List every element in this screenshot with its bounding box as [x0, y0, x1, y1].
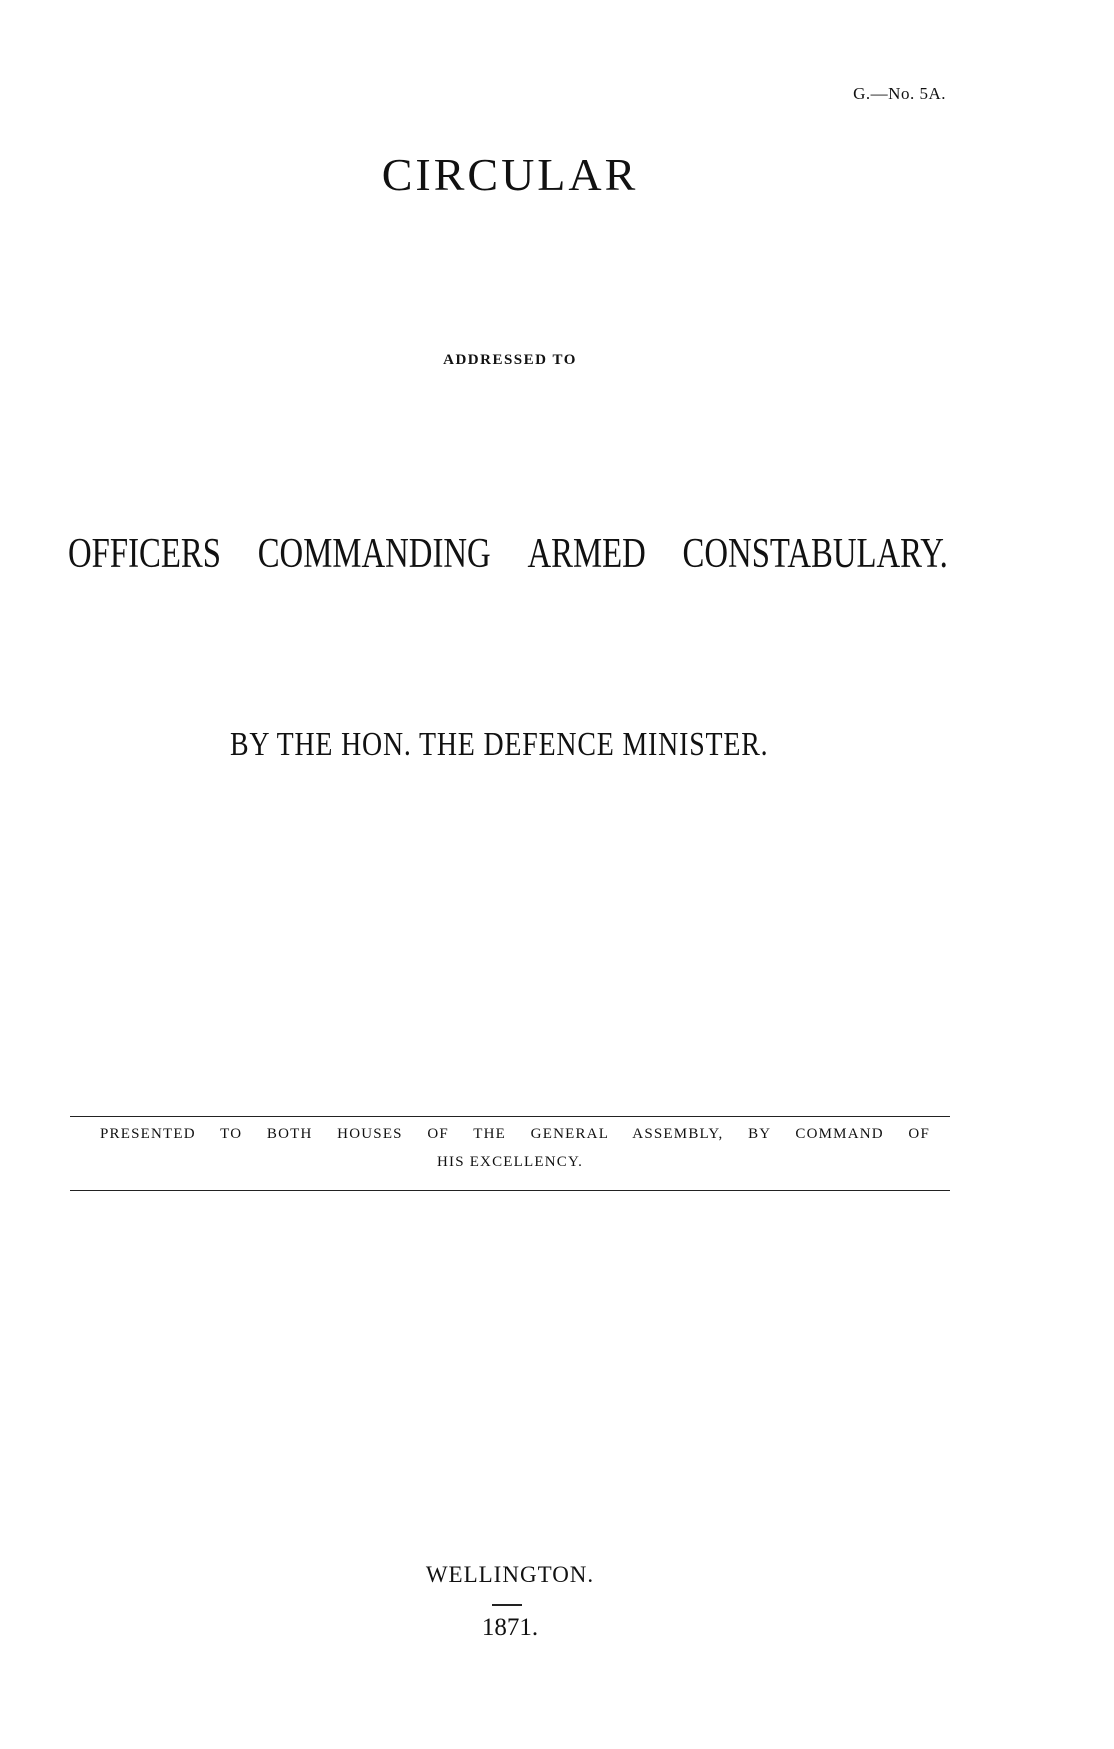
presentation-line-1: PRESENTED TO BOTH HOUSES OF THE GENERAL ASSEMBLY, BY COMMAND OF — [100, 1126, 930, 1142]
imprint-city: WELLINGTON. — [425, 1562, 595, 1587]
recipients-word-4: CONSTABULARY. — [682, 531, 948, 577]
imprint-year: 1871. — [481, 1614, 539, 1641]
divider-top — [70, 1116, 950, 1117]
recipients-word-3: ARMED — [527, 531, 646, 577]
addressed-to-label: ADDRESSED TO — [443, 352, 577, 368]
recipients-heading — [68, 530, 948, 578]
imprint-divider — [492, 1604, 522, 1606]
recipients-word-1: OFFICERS — [68, 531, 221, 577]
presentation-line-2: HIS EXCELLENCY. — [436, 1154, 584, 1170]
document-reference: G.—No. 5A. — [853, 84, 946, 103]
divider-bottom — [70, 1190, 950, 1191]
recipients-word-2: COMMANDING — [257, 531, 491, 577]
author-byline: BY THE HON. THE DEFENCE MINISTER. — [230, 726, 769, 763]
document-title: CIRCULAR — [381, 149, 639, 200]
